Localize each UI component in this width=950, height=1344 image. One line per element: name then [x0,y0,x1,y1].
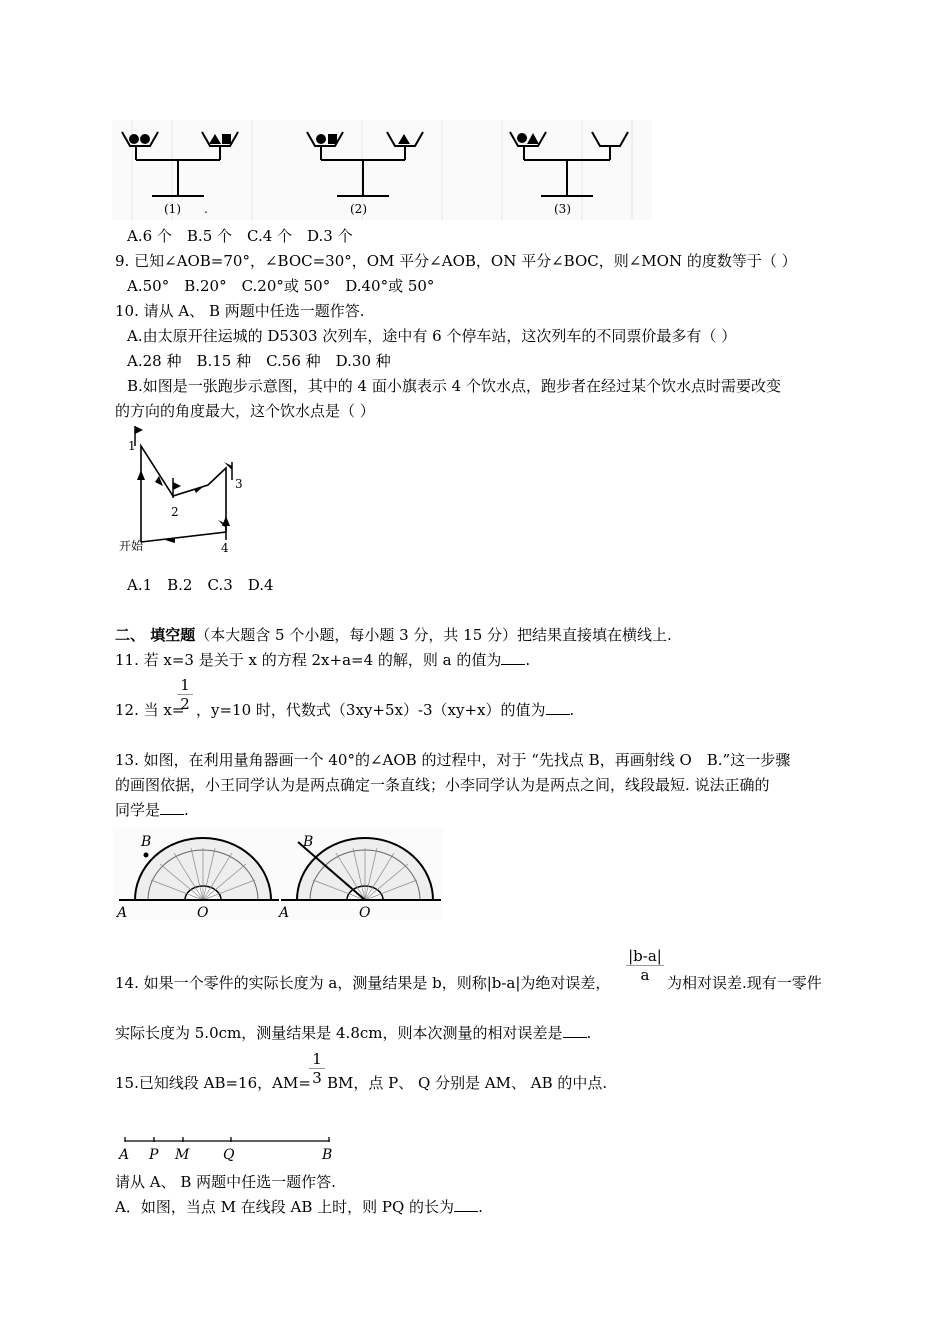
q13-line3 [115,800,189,820]
label-a-left: A [117,905,128,920]
label-o-right: O [359,905,371,920]
seg-label-b: B [322,1147,333,1163]
q14-line2-text: 实际长度为 5.0cm，测量结果是 4.8cm，则本次测量的相对误差是 [115,1024,563,1042]
q15a [115,1197,483,1217]
q15-choose: 请从 A、 B 两题中任选一题作答. [115,1173,336,1191]
q14-end: . [586,1024,592,1042]
label-b-right: B [303,834,314,850]
scale-label-2: (2) [350,202,367,216]
q10a-stem: A.由太原开往运城的 D5303 次列车，途中有 6 个停车站，这次列车的不同票价最多有（ ） [127,327,737,345]
q12-end: . [569,701,575,719]
q14-fraction [626,947,664,984]
scale-dot: . [204,202,208,216]
flag-label-3: 3 [235,477,243,491]
q11-answer-blank[interactable] [501,650,525,665]
q14-frac-den: a [640,966,650,984]
q10b-stem-line1: B.如图是一张跑步示意图，其中的 4 面小旗表示 4 个饮水点，跑步者在经过某个饮水点时需要改变 [127,377,781,395]
seg-label-a: A [119,1147,130,1163]
q14-answer-blank[interactable] [563,1023,587,1038]
q10a-options: A.28 种 B.15 种 C.56 种 D.30 种 [127,352,391,370]
q10b-stem-line2: 的方向的角度最大，这个饮水点是（ ） [115,402,375,420]
q12-prefix: 12. 当 x= [115,701,185,719]
scale-label-3: (3) [554,202,571,216]
section2-title: 二、 填空题 [115,626,196,644]
q12-answer-blank[interactable] [546,700,570,715]
scale-label-1: (1) [164,202,181,216]
q9-stem: 9. 已知∠AOB=70°，∠BOC=30°，OM 平分∠AOB，ON 平分∠BOC，则∠MON 的度数等于（ ） [115,252,797,270]
section2-desc: （本大题含 5 个小题，每小题 3 分，共 15 分）把结果直接填在横线上. [195,626,672,644]
label-b-left: B [141,834,152,850]
q15a-text: A．如图，当点 M 在线段 AB 上时，则 PQ 的长为 [115,1198,455,1216]
q14-frac-num: |b-a| [628,947,662,965]
q12-suffix: ，y=10 时，代数式（3xy+5x）-3（xy+x）的值为 [196,701,546,719]
flag-1 [135,426,143,446]
start-label: 开始 [119,539,144,553]
flag-label-4: 4 [221,541,229,555]
q15-fraction [309,1050,325,1087]
q15-frac-num: 1 [312,1050,322,1068]
q12-frac-num: 1 [180,676,190,694]
flag-label-2: 2 [171,505,179,519]
q15a-answer-blank[interactable] [454,1197,478,1212]
q13-answer-blank[interactable] [160,800,184,815]
section2-heading [115,625,672,645]
q13-line3-text: 同学是 [115,801,161,819]
q11-text: 11. 若 x=3 是关于 x 的方程 2x+a=4 的解，则 a 的值为 [115,651,502,669]
q12 [196,700,574,720]
q15-suffix: BM，点 P、 Q 分别是 AM、 AB 的中点. [327,1074,608,1092]
running-route-figure [115,420,255,560]
q10-stem: 10. 请从 A、 B 两题中任选一题作答. [115,302,365,320]
label-a-right: A [279,905,290,920]
seg-label-m: M [175,1147,190,1163]
q10b-options: A.1 B.2 C.3 D.4 [127,576,274,594]
q14-suffix: 为相对误差.现有一零件 [667,974,822,992]
balance-scales-figure [112,120,652,220]
q11-end: . [525,651,531,669]
q8-options: A.6 个 B.5 个 C.4 个 D.3 个 [127,227,353,245]
q9-options: A.50° B.20° C.20°或 50° D.40°或 50° [127,277,435,295]
q13-line2: 的画图依据，小王同学认为是两点确定一条直线；小李同学认为是两点之间，线段最短. 说法正确的 [115,776,770,794]
q15-prefix: 15.已知线段 AB=16，AM= [115,1074,311,1092]
q15-frac-den: 3 [312,1069,322,1087]
q13-line1: 13. 如图，在利用量角器画一个 40°的∠AOB 的过程中，对于 “先找点 B，再画射线 O B.”这一步骤 [115,751,791,769]
protractor-figures [113,828,443,920]
q14-prefix: 14. 如果一个零件的实际长度为 a，测量结果是 b，则称|b-a|为绝对误差， [115,974,611,992]
q12-frac-den: 2 [180,695,190,713]
q13-end: . [184,801,189,819]
label-o-left: O [197,905,209,920]
flag-label-1: 1 [128,439,136,453]
seg-label-q: Q [223,1147,235,1163]
segment-figure [115,1133,340,1165]
seg-label-p: P [149,1147,159,1163]
q14-line2 [115,1023,591,1043]
q15a-end: . [478,1198,483,1216]
q11 [115,650,530,670]
